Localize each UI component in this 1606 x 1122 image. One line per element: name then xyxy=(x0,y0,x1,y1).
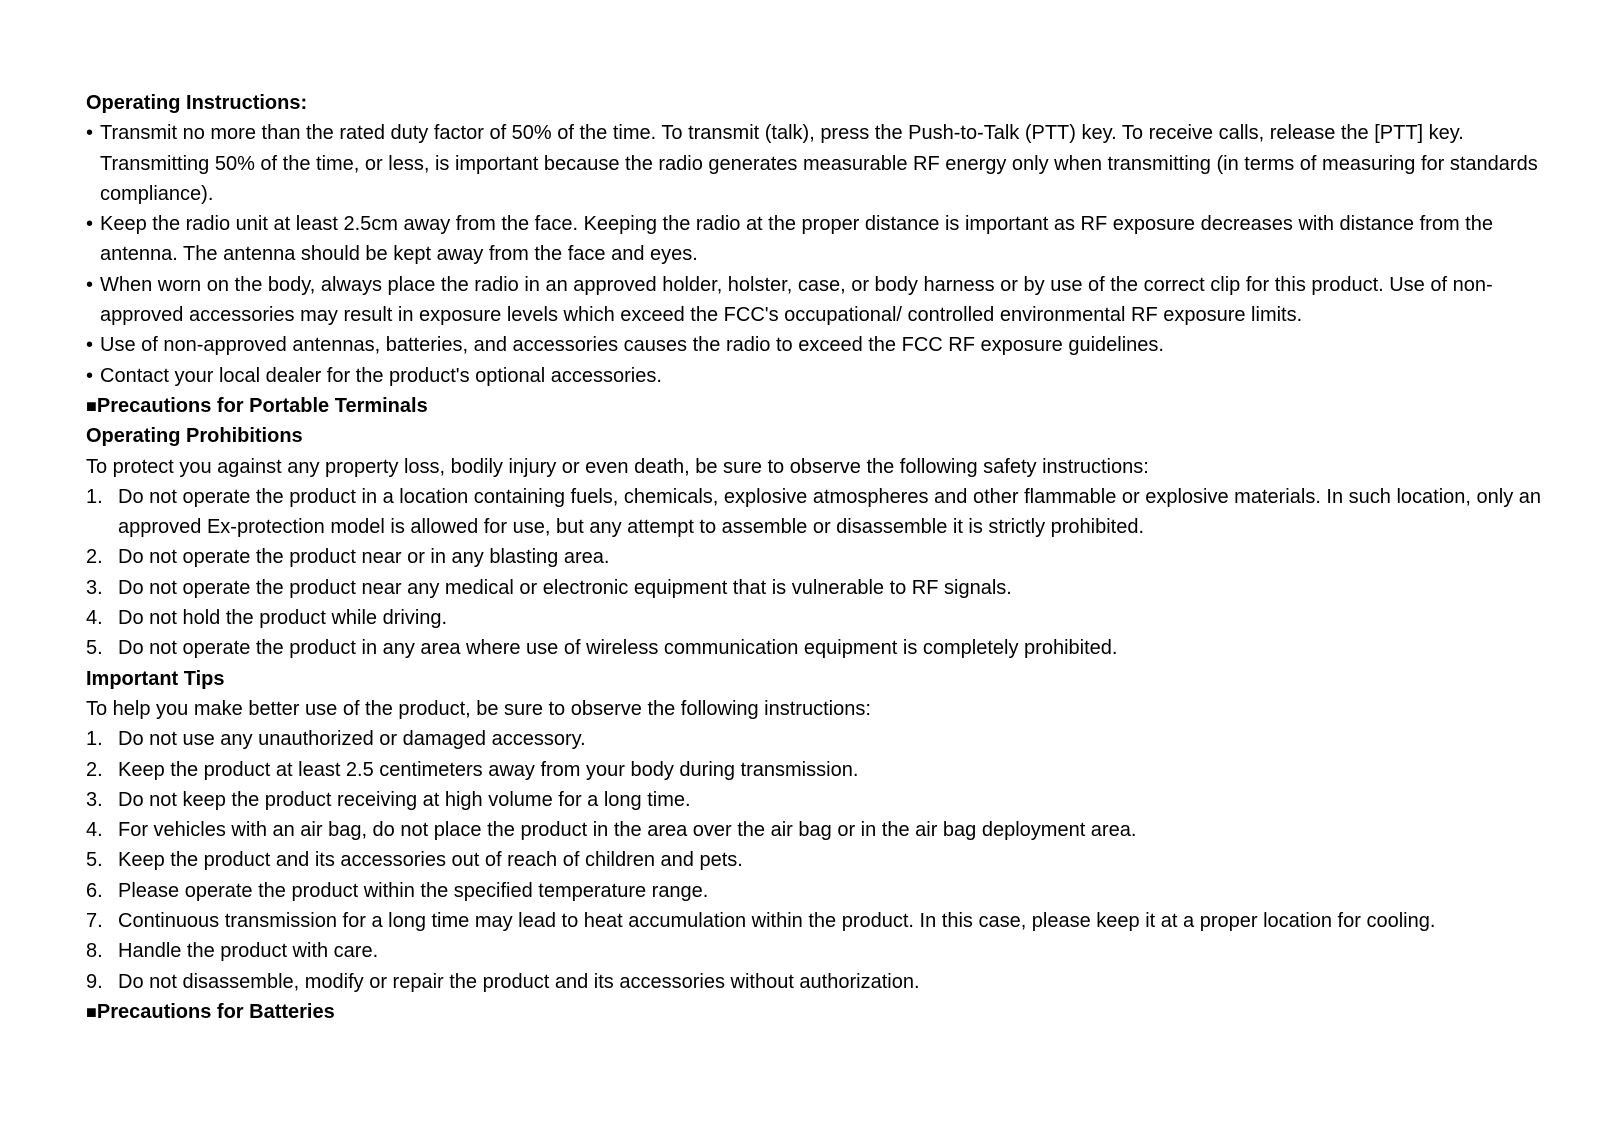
list-number: 8. xyxy=(86,940,103,963)
list-item-text: Do not use any unauthorized or damaged accessory. xyxy=(118,728,586,751)
bullet-icon: • xyxy=(86,213,94,236)
list-item-text: Do not hold the product while driving. xyxy=(118,607,448,630)
list-item xyxy=(86,876,1546,906)
section-title: Precautions for Batteries xyxy=(96,1000,335,1023)
list-item xyxy=(86,906,1546,936)
bullet-icon: • xyxy=(86,122,94,145)
operating-prohibitions-heading: Operating Prohibitions xyxy=(86,425,303,448)
list-item xyxy=(86,118,1546,209)
operating-instructions-heading: Operating Instructions: xyxy=(86,92,308,114)
list-number: 6. xyxy=(86,879,103,902)
list-number: 1. xyxy=(86,485,103,508)
list-number: 7. xyxy=(86,910,103,933)
list-item-text: Continuous transmission for a long time may lead to heat accumulation within the product. In this case, please keep it at a proper location for cooling. xyxy=(118,910,1436,933)
document-page xyxy=(86,88,1546,1027)
list-item xyxy=(86,967,1546,997)
list-number: 5. xyxy=(86,849,103,872)
list-item xyxy=(86,330,1546,360)
square-marker-icon: ■ xyxy=(86,395,97,416)
important-tips-heading: Important Tips xyxy=(86,667,225,690)
operating-prohibitions-intro: To protect you against any property loss, bodily injury or even death, be sure to observe the following safety instructions: xyxy=(86,455,1149,478)
list-item-text: Do not operate the product near any medical or electronic equipment that is vulnerable to RF signals. xyxy=(118,576,1012,599)
list-number: 4. xyxy=(86,819,103,842)
list-item-text: Do not operate the product near or in any blasting area. xyxy=(118,546,610,569)
section-title: Precautions for Portable Terminals xyxy=(96,394,428,417)
list-item-text: Keep the product at least 2.5 centimeters away from your body during transmission. xyxy=(118,758,859,781)
list-item-text: Do not operate the product in a location containing fuels, chemicals, explosive atmospheres and other flammable or explosive materials. In such location, only an approved Ex-protection model is allowed for use, but any attempt to assemble or disassemble it is strictly prohibited. xyxy=(118,485,1542,539)
list-item xyxy=(86,270,1546,331)
list-item-text: Do not disassemble, modify or repair the product and its accessories without authorization. xyxy=(118,970,920,993)
list-item-text: When worn on the body, always place the radio in an approved holder, holster, case, or body harness or by use of the correct clip for this product. Use of non-approved accessories may result in exposure levels which exceed the FCC's occupational/ controlled environmental RF exposure limits. xyxy=(100,273,1493,327)
operating-prohibitions-list xyxy=(86,482,1546,664)
list-item xyxy=(86,209,1546,270)
list-item xyxy=(86,845,1546,875)
list-item-text: Handle the product with care. xyxy=(118,940,379,963)
list-number: 9. xyxy=(86,970,103,993)
list-item-text: Contact your local dealer for the product's optional accessories. xyxy=(100,364,662,387)
list-item xyxy=(86,815,1546,845)
list-item-text: For vehicles with an air bag, do not place the product in the area over the air bag or in the air bag deployment area. xyxy=(118,819,1137,842)
operating-instructions-list xyxy=(86,118,1546,391)
list-number: 1. xyxy=(86,728,103,751)
important-tips-intro: To help you make better use of the product, be sure to observe the following instructions: xyxy=(86,697,871,720)
list-item xyxy=(86,724,1546,754)
list-item xyxy=(86,633,1546,663)
list-item xyxy=(86,361,1546,391)
list-item xyxy=(86,482,1546,543)
list-number: 2. xyxy=(86,758,103,781)
list-item xyxy=(86,542,1546,572)
list-item xyxy=(86,785,1546,815)
list-item-text: Keep the radio unit at least 2.5cm away from the face. Keeping the radio at the proper distance is important as RF exposure decreases with distance from the antenna. The antenna should be kept away from the face and eyes. xyxy=(100,213,1493,266)
list-number: 3. xyxy=(86,576,103,599)
list-item-text: Do not keep the product receiving at high volume for a long time. xyxy=(118,788,691,811)
list-item-text: Please operate the product within the specified temperature range. xyxy=(118,879,709,902)
list-item-text: Transmit no more than the rated duty factor of 50% of the time. To transmit (talk), press the Push-to-Talk (PTT) key. To receive calls, release the [PTT] key. Transmitting 50% of the time, or less, is important because the radio generates measurable RF energy only when transmitting (in terms of measuring for standards compliance). xyxy=(100,122,1538,205)
list-item xyxy=(86,936,1546,966)
list-item-text: Keep the product and its accessories out of reach of children and pets. xyxy=(118,849,743,872)
important-tips-list xyxy=(86,724,1546,997)
list-item xyxy=(86,573,1546,603)
portable-terminals-heading xyxy=(86,391,1546,421)
list-number: 5. xyxy=(86,637,103,660)
list-item xyxy=(86,603,1546,633)
list-number: 2. xyxy=(86,546,103,569)
batteries-heading xyxy=(86,997,1546,1027)
list-number: 3. xyxy=(86,788,103,811)
list-item xyxy=(86,755,1546,785)
bullet-icon: • xyxy=(86,334,94,357)
bullet-icon: • xyxy=(86,364,94,387)
list-number: 4. xyxy=(86,607,103,630)
square-marker-icon: ■ xyxy=(86,1001,97,1022)
list-item-text: Use of non-approved antennas, batteries, and accessories causes the radio to exceed the FCC RF exposure guidelines. xyxy=(100,334,1164,357)
bullet-icon: • xyxy=(86,273,94,296)
list-item-text: Do not operate the product in any area where use of wireless communication equipment is completely prohibited. xyxy=(118,637,1118,660)
